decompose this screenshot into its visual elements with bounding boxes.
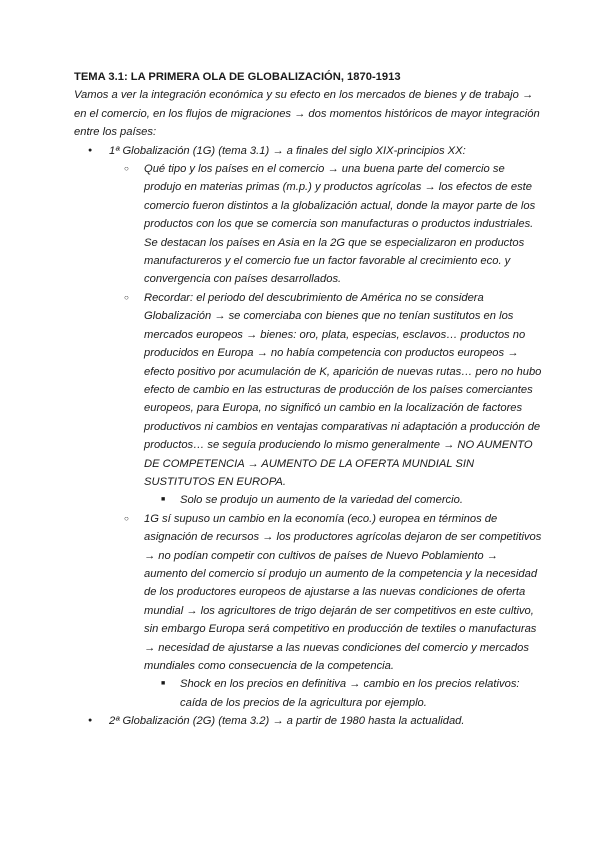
subsublist-item-variedad (144, 491, 544, 509)
list-item-text: Shock en los precios en definitiva → cambio en los precios relativos: caída de los precios de la agricultura por ejemplo. (180, 678, 520, 709)
document-body (74, 68, 544, 731)
list-item-text: 1ª Globalización (1G) (tema 3.1) → a finales del siglo XIX-principios XX: (109, 144, 466, 157)
subsublist-recordar (144, 491, 544, 509)
sublist-1g (109, 160, 544, 712)
list-item-1g (74, 142, 544, 713)
subsublist-cambio (144, 675, 544, 712)
sublist-item-recordar (109, 289, 544, 510)
page-title: TEMA 3.1: LA PRIMERA OLA DE GLOBALIZACIÓN, 1870-1913 (74, 71, 401, 83)
subsublist-item-shock (144, 675, 544, 712)
main-list (74, 142, 544, 731)
intro-paragraph: Vamos a ver la integración económica y su efecto en los mercados de bienes y de trabajo → en el comercio, en los flujos de migraciones → dos momentos históricos de mayor integración entre los países: (74, 89, 540, 139)
list-item-2g (74, 712, 544, 730)
list-item-text: Recordar: el periodo del descubrimiento de América no se considera Globalización → se comerciaba con bienes que no tenían sustitutos en los mercados europeos → bienes: oro, plata, especias, esclavos… productos no producidos en Europa → no había competencia con productos europeos → efecto positivo por acumulación de K, aparición de nuevas rutas… pero no hubo efecto de cambio en las estructuras de producción de los países comerciantes europeos, para Europa, no significó un cambio en la localización de factores productivos ni cambios en ventajas comparativas ni adaptación a producción de productos… se seguía produciendo lo mismo generalmente → NO AUMENTO DE COMPETENCIA → AUMENTO DE LA OFERTA MUNDIAL SIN SUSTITUTOS EN EUROPA. (144, 291, 542, 488)
list-item-text: 2ª Globalización (2G) (tema 3.2) → a partir de 1980 hasta la actualidad. (109, 715, 465, 728)
list-item-text: Solo se produjo un aumento de la variedad del comercio. (180, 494, 463, 507)
list-item-text: 1G sí supuso un cambio en la economía (eco.) europea en términos de asignación de recursos → los productores agrícolas dejaron de ser competitivos → no podían competir con cultivos de países de Nuevo Poblamiento → aumento del comercio sí produjo un aumento de la competencia y la necesidad de los productores europeos de ajustarse a las nuevas condiciones de oferta mundial → los agricultores de trigo dejarán de ser competitivos en este cultivo, sin embargo Europa será competitivo en producción de textiles o manufacturas → necesidad de ajustarse a las nuevas condiciones del comercio y mercados mundiales como consecuencia de la competencia. (144, 512, 542, 672)
list-item-text: Qué tipo y los países en el comercio → una buena parte del comercio se produjo en materias primas (m.p.) y productos agrícolas → los efectos de este comercio fueron distintos a la globalización actual, donde la mayor parte de los productos con los que se comercia son manufacturas o productos industriales. Se destacan los países en Asia en la 2G que se especializaron en productos manufactureros y el comercio fue un factor favorable al crecimiento eco. y convergencia con países desarrollados. (144, 163, 536, 286)
sublist-item-cambio-economia (109, 510, 544, 712)
sublist-item-tipo-comercio (109, 160, 544, 289)
